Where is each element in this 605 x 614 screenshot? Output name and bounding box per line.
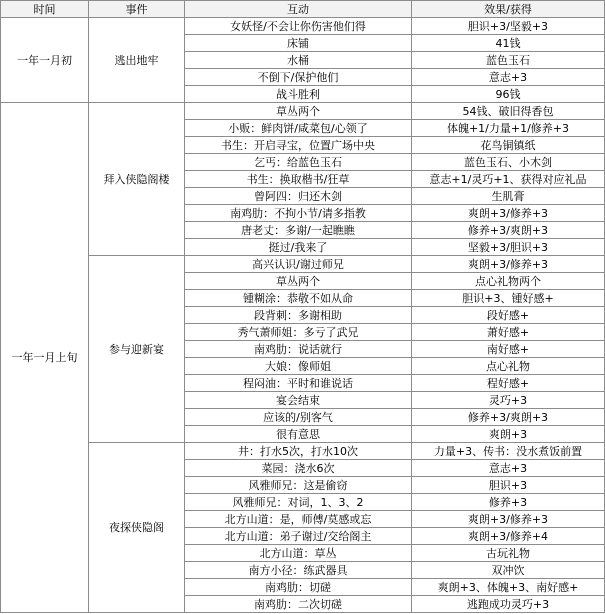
interaction-cell: 应该的/别客气 xyxy=(185,409,412,426)
effect-cell: 点心礼物 xyxy=(412,358,605,375)
effect-cell: 萧好感+ xyxy=(412,324,605,341)
effect-cell: 爽朗+3 xyxy=(412,426,605,443)
effect-cell: 胆识+3/坚毅+3 xyxy=(412,18,605,35)
event-cell: 夜探侠隐阁 xyxy=(89,443,185,613)
interaction-cell: 战斗胜利 xyxy=(185,86,412,103)
time-cell: 一年一月上旬 xyxy=(1,103,89,613)
interaction-cell: 南鸡肋：切磋 xyxy=(185,579,412,596)
interaction-cell: 挺过/我来了 xyxy=(185,239,412,256)
effect-cell: 灵巧+3 xyxy=(412,392,605,409)
effect-cell: 胆识+3、锺好感+ xyxy=(412,290,605,307)
interaction-cell: 秀气萧师姐：多亏了武兄 xyxy=(185,324,412,341)
header-interaction: 互动 xyxy=(185,1,412,18)
effect-cell: 爽朗+3/修养+3 xyxy=(412,256,605,273)
event-cell: 参与迎新宴 xyxy=(89,256,185,443)
interaction-cell: 小贩：鲜肉饼/咸菜包/心领了 xyxy=(185,120,412,137)
interaction-cell: 南方小径：练武器具 xyxy=(185,562,412,579)
effect-cell: 意志+1/灵巧+1、获得对应礼品 xyxy=(412,171,605,188)
effect-cell: 坚毅+3/胆识+3 xyxy=(412,239,605,256)
effect-cell: 力量+3、传书：没水煮饭前置 xyxy=(412,443,605,460)
header-row xyxy=(1,1,605,18)
effect-cell: 胆识+3 xyxy=(412,477,605,494)
interaction-cell: 床铺 xyxy=(185,35,412,52)
effect-cell: 蓝色玉石 xyxy=(412,52,605,69)
interaction-cell: 女妖怪/不会让你伤害他们得 xyxy=(185,18,412,35)
table-row xyxy=(1,18,605,35)
header-effect: 效果/获得 xyxy=(412,1,605,18)
effect-cell: 花鸟铜镇纸 xyxy=(412,137,605,154)
interaction-cell: 唐老丈：多谢/一起瞧瞧 xyxy=(185,222,412,239)
interaction-cell: 乞丐：给蓝色玉石 xyxy=(185,154,412,171)
interaction-cell: 南鸡肋：二次切磋 xyxy=(185,596,412,613)
interaction-cell: 高兴认识/谢过师兄 xyxy=(185,256,412,273)
time-cell: 一年一月初 xyxy=(1,18,89,103)
effect-cell: 点心礼物两个 xyxy=(412,273,605,290)
interaction-cell: 北方山道：弟子谢过/交给阁主 xyxy=(185,528,412,545)
table-row xyxy=(1,103,605,120)
event-cell: 逃出地牢 xyxy=(89,18,185,103)
effect-cell: 爽朗+3/修养+3 xyxy=(412,205,605,222)
interaction-cell: 草丛两个 xyxy=(185,273,412,290)
interaction-cell: 曾阿四：归还木剑 xyxy=(185,188,412,205)
interaction-cell: 宴会结束 xyxy=(185,392,412,409)
effect-cell: 生肌膏 xyxy=(412,188,605,205)
effect-cell: 南好感+ xyxy=(412,341,605,358)
event-cell: 拜入侠隐阁楼 xyxy=(89,103,185,256)
interaction-cell: 大娘：像师姐 xyxy=(185,358,412,375)
effect-cell: 修养+3/爽朗+3 xyxy=(412,222,605,239)
interaction-cell: 水桶 xyxy=(185,52,412,69)
interaction-cell: 南鸡肋：说话就行 xyxy=(185,341,412,358)
effect-cell: 古玩礼物 xyxy=(412,545,605,562)
table-row xyxy=(1,256,605,273)
effect-cell: 爽朗+3/修养+3 xyxy=(412,511,605,528)
header-time: 时间 xyxy=(1,1,89,18)
effect-cell: 意志+3 xyxy=(412,460,605,477)
effect-cell: 41钱 xyxy=(412,35,605,52)
effect-cell: 蓝色玉石、小木剑 xyxy=(412,154,605,171)
interaction-cell: 南鸡肋：不拘小节/请多指教 xyxy=(185,205,412,222)
effect-cell: 修养+3 xyxy=(412,494,605,511)
effect-cell: 54钱、破旧得香包 xyxy=(412,103,605,120)
interaction-cell: 书生：开启寻宝，位置广场中央 xyxy=(185,137,412,154)
interaction-cell: 段背刺：多谢相助 xyxy=(185,307,412,324)
header-event: 事件 xyxy=(89,1,185,18)
effect-cell: 爽朗+3、体魄+3、南好感+ xyxy=(412,579,605,596)
interaction-cell: 风雅师兄：对词，1、3、2 xyxy=(185,494,412,511)
interaction-cell: 书生：换取楷书/狂草 xyxy=(185,171,412,188)
effect-cell: 体魄+1/力量+1/修养+3 xyxy=(412,120,605,137)
interaction-cell: 草丛两个 xyxy=(185,103,412,120)
effect-cell: 爽朗+3/修养+4 xyxy=(412,528,605,545)
effect-cell: 程好感+ xyxy=(412,375,605,392)
table-row xyxy=(1,443,605,460)
effect-cell: 意志+3 xyxy=(412,69,605,86)
interaction-cell: 程闷油：平时和谁说话 xyxy=(185,375,412,392)
interaction-cell: 锺糊涂：恭敬不如从命 xyxy=(185,290,412,307)
effect-cell: 逃跑成功灵巧+3 xyxy=(412,596,605,613)
effect-cell: 段好感+ xyxy=(412,307,605,324)
interaction-cell: 北方山道：是，师傅/莫感或忘 xyxy=(185,511,412,528)
interaction-cell: 北方山道：草丛 xyxy=(185,545,412,562)
interaction-cell: 很有意思 xyxy=(185,426,412,443)
effect-cell: 96钱 xyxy=(412,86,605,103)
interaction-cell: 井：打水5次，打水10次 xyxy=(185,443,412,460)
interaction-cell: 菜园：浇水6次 xyxy=(185,460,412,477)
interaction-cell: 不倒下/保护他们 xyxy=(185,69,412,86)
effect-cell: 修养+3/爽朗+3 xyxy=(412,409,605,426)
effect-cell: 双冲饮 xyxy=(412,562,605,579)
interaction-cell: 风雅师兄：这是偷窃 xyxy=(185,477,412,494)
